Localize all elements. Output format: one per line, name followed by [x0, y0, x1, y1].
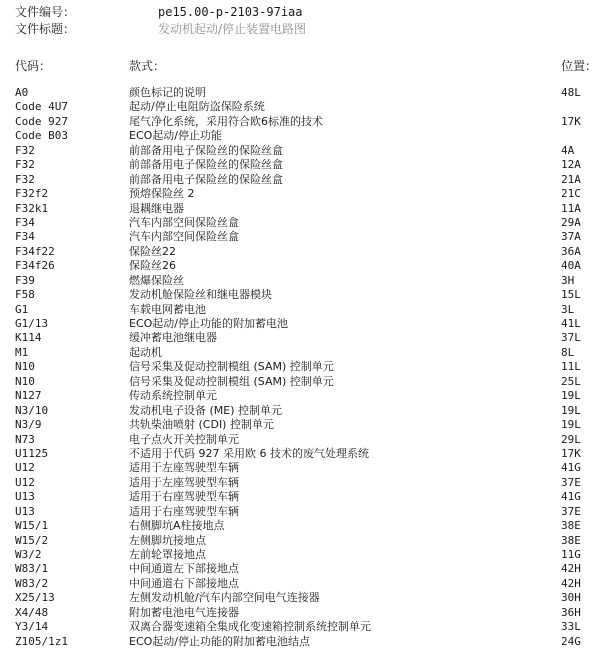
component-code: X25/13	[15, 591, 55, 605]
table-row	[0, 86, 602, 100]
component-code: W83/1	[15, 562, 49, 576]
component-description: 左前轮罩接地点	[129, 548, 206, 561]
component-code: Code 4U7	[15, 100, 68, 114]
component-code: N3/9	[15, 418, 42, 432]
table-row	[0, 620, 602, 634]
table-row	[0, 202, 602, 216]
table-row	[0, 288, 602, 302]
component-code: Z105/1z1	[15, 634, 68, 648]
component-position: 37A	[561, 230, 581, 244]
table-row	[0, 433, 602, 447]
component-code: F32	[15, 143, 35, 157]
component-position: 36A	[561, 244, 581, 258]
table-row	[0, 303, 602, 317]
component-code: F34	[15, 215, 35, 229]
component-code: Code B03	[15, 129, 68, 143]
component-position: 42H	[561, 576, 581, 590]
component-position: 19L	[561, 403, 581, 417]
table-row	[0, 346, 602, 360]
component-description: 不适用于代码 927 采用欧 6 技术的废气处理系统	[129, 446, 369, 460]
component-code: F32	[15, 158, 35, 172]
component-code: F32k1	[15, 201, 49, 215]
component-position: 41G	[561, 461, 581, 475]
component-description: 适用于左座驾驶型车辆	[129, 461, 239, 475]
component-code: F34	[15, 230, 35, 244]
doc-title-value: 发动机起动/停止装置电路图	[158, 22, 307, 36]
component-position: 19L	[561, 418, 581, 432]
component-code: U13	[15, 504, 35, 518]
doc-number-value: pe15.00-p-2103-97iaa	[158, 5, 303, 19]
table-row	[0, 144, 602, 158]
component-description: 退耦继电器	[129, 201, 184, 215]
component-position: 3L	[561, 302, 575, 316]
table-row	[0, 331, 602, 345]
component-description: 适用于左座驾驶型车辆	[129, 475, 239, 489]
table-row	[0, 548, 602, 562]
component-description: 燃爆保险丝	[129, 273, 184, 287]
table-row	[0, 158, 602, 172]
component-code: Y3/14	[15, 620, 49, 634]
table-row	[0, 259, 602, 273]
table-row	[0, 591, 602, 605]
component-description: 共轨柴油喷射 (CDI) 控制单元	[129, 418, 274, 432]
component-description: 左侧发动机舱/汽车内部空间电气连接器	[129, 591, 320, 605]
component-code: F58	[15, 288, 35, 302]
component-code: U12	[15, 461, 35, 475]
component-position: 3H	[561, 273, 575, 287]
column-header-code: 代码：	[15, 59, 52, 73]
component-code: N10	[15, 360, 35, 374]
table-row	[0, 534, 602, 548]
component-code: U1125	[15, 446, 49, 460]
table-row	[0, 447, 602, 461]
table-row	[0, 100, 602, 114]
component-position: 29L	[561, 432, 581, 446]
column-header-position: 位置：	[561, 59, 598, 73]
table-row	[0, 216, 602, 230]
component-position: 41L	[561, 317, 581, 330]
component-code: W83/2	[15, 576, 49, 590]
table-row	[0, 317, 602, 331]
column-header-description: 款式：	[129, 59, 166, 73]
table-row	[0, 418, 602, 432]
component-code: F34f22	[15, 244, 55, 258]
component-code: F39	[15, 273, 35, 287]
component-description: 起动/停止电阻防盗保险系统	[129, 100, 265, 114]
component-position: 8L	[561, 345, 575, 359]
table-row	[0, 577, 602, 591]
component-position: 4A	[561, 143, 575, 157]
table-row	[0, 274, 602, 288]
component-position: 17K	[561, 446, 581, 460]
component-code: N3/10	[15, 403, 49, 417]
table-row	[0, 389, 602, 403]
component-position: 21C	[561, 187, 581, 201]
component-description: 信号采集及促动控制模组 (SAM) 控制单元	[129, 360, 334, 374]
component-position: 21A	[561, 172, 581, 186]
component-position: 37L	[561, 331, 581, 345]
component-description: 前部备用电子保险丝的保险丝盒	[129, 158, 283, 172]
component-code: A0	[15, 86, 29, 99]
component-position: 12A	[561, 158, 581, 172]
component-code: G1/13	[15, 317, 49, 330]
component-position: 37E	[561, 504, 581, 518]
table-row	[0, 519, 602, 533]
table-row	[0, 476, 602, 490]
component-code: W15/2	[15, 533, 49, 547]
table-row	[0, 635, 602, 649]
component-description: 电子点火开关控制单元	[129, 432, 239, 446]
table-row	[0, 505, 602, 519]
component-description: 中间通道右下部接地点	[129, 576, 239, 590]
component-description: 左侧脚坑接地点	[129, 533, 206, 547]
component-description: 信号采集及促动控制模组 (SAM) 控制单元	[129, 374, 334, 388]
component-code: N127	[15, 389, 42, 403]
component-code: W3/2	[15, 548, 42, 561]
component-description: 预熔保险丝 2	[129, 187, 195, 201]
component-description: 汽车内部空间保险丝盒	[129, 230, 239, 244]
component-code: U12	[15, 475, 35, 489]
component-description: 适用于右座驾驶型车辆	[129, 490, 239, 504]
component-code: W15/1	[15, 519, 49, 533]
component-position: 38E	[561, 519, 581, 533]
component-description: 发动机电子设备 (ME) 控制单元	[129, 403, 283, 417]
table-row	[0, 490, 602, 504]
component-description: 起动机	[129, 345, 162, 359]
component-code: N10	[15, 374, 35, 388]
table-row	[0, 173, 602, 187]
component-position: 29A	[561, 215, 581, 229]
component-table	[0, 86, 602, 649]
component-code: F34f26	[15, 259, 55, 273]
component-description: 附加蓄电池电气连接器	[129, 605, 239, 619]
component-description: ECO起动/停止功能	[129, 129, 222, 143]
component-code: Code 927	[15, 114, 68, 128]
component-description: 保险丝22	[129, 244, 176, 258]
component-position: 15L	[561, 288, 581, 302]
component-position: 36H	[561, 605, 581, 619]
component-position: 30H	[561, 591, 581, 605]
component-position: 11L	[561, 360, 581, 374]
component-position: 40A	[561, 259, 581, 273]
component-position: 25L	[561, 374, 581, 388]
component-position: 11A	[561, 201, 581, 215]
component-position: 42H	[561, 562, 581, 576]
component-description: 颜色标记的说明	[129, 86, 206, 99]
component-description: 缓冲蓄电池继电器	[129, 331, 217, 345]
component-code: X4/48	[15, 605, 49, 619]
component-code: K114	[15, 331, 42, 345]
doc-title-label: 文件标题：	[15, 22, 76, 36]
doc-number-label: 文件编号：	[15, 5, 76, 19]
component-position: 24G	[561, 634, 581, 648]
component-description: 尾气净化系统，采用符合欧6标准的技术	[129, 114, 323, 128]
table-row	[0, 404, 602, 418]
component-code: F32f2	[15, 187, 49, 201]
component-description: 前部备用电子保险丝的保险丝盒	[129, 143, 283, 157]
component-position: 41G	[561, 490, 581, 504]
table-row	[0, 187, 602, 201]
component-description: 右侧脚坑A柱接地点	[129, 519, 225, 533]
component-code: G1	[15, 302, 29, 316]
component-description: 车载电网蓄电池	[129, 302, 206, 316]
component-description: 双离合器变速箱全集成化变速箱控制系统控制单元	[129, 620, 371, 634]
component-description: 传动系统控制单元	[129, 389, 217, 403]
component-description: 前部备用电子保险丝的保险丝盒	[129, 172, 283, 186]
component-code: M1	[15, 345, 29, 359]
table-row	[0, 562, 602, 576]
component-description: ECO起动/停止功能的附加蓄电池	[129, 317, 288, 330]
table-row	[0, 606, 602, 620]
component-description: ECO起动/停止功能的附加蓄电池结点	[129, 634, 310, 648]
component-description: 保险丝26	[129, 259, 176, 273]
component-description: 适用于右座驾驶型车辆	[129, 504, 239, 518]
component-code: U13	[15, 490, 35, 504]
component-code: N73	[15, 432, 35, 446]
component-description: 中间通道左下部接地点	[129, 562, 239, 576]
table-row	[0, 115, 602, 129]
table-row	[0, 375, 602, 389]
table-row	[0, 129, 602, 143]
table-row	[0, 245, 602, 259]
table-row	[0, 461, 602, 475]
component-position: 37E	[561, 475, 581, 489]
component-position: 11G	[561, 548, 581, 561]
component-position: 17K	[561, 114, 581, 128]
component-position: 19L	[561, 389, 581, 403]
component-position: 48L	[561, 86, 581, 99]
component-code: F32	[15, 172, 35, 186]
component-description: 汽车内部空间保险丝盒	[129, 215, 239, 229]
component-position: 38E	[561, 533, 581, 547]
component-position: 33L	[561, 620, 581, 634]
component-description: 发动机舱保险丝和继电器模块	[129, 288, 272, 302]
table-row	[0, 360, 602, 374]
table-row	[0, 230, 602, 244]
